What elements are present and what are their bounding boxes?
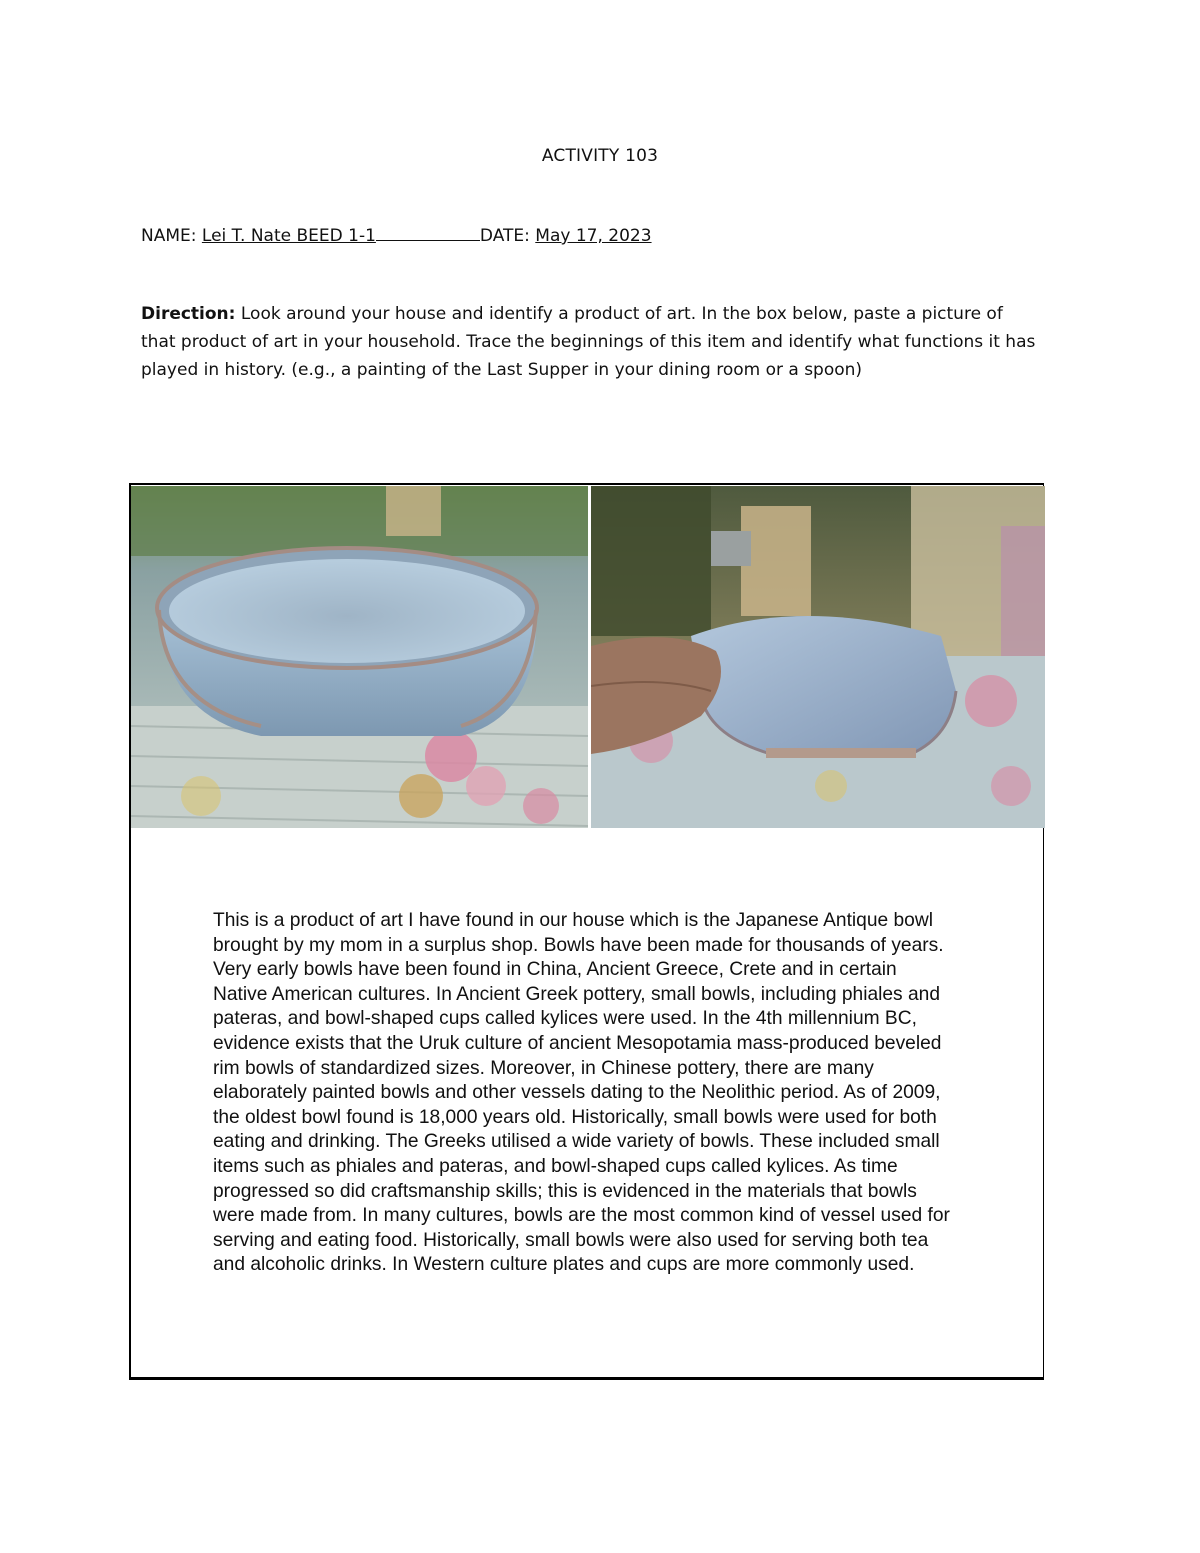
date-label: DATE: [479,226,530,246]
name-blank-line [376,226,480,241]
answer-text: This is a product of art I have found in our house which is the Japanese Antique bowl brought by my mom in a surplus shop. Bowls have been made for thousands of years. Very early bowls have been found in China, Ancient Greece, Crete and in certain Native American cultures. In Ancient Greek pottery, small bowls, including phiales and pateras, and bowl-shaped cups called kylices were used. In the 4th millennium BC, evidence exists that the Uruk culture of ancient Mesopotamia mass-produced beveled rim bowls of standardized sizes. Moreover, in Chinese pottery, there are many elaborately painted bowls and other vessels dating to the Neolithic period. As of 2009, the oldest bowl found is 18,000 years old. Historically, small bowls were used for both eating and drinking. The Greeks utilised a wide variety of bowls. These included small items such as phiales and pateras, and bowl-shaped cups called kylices. As time progressed so did craftsmanship skills; this is evidenced in the materials that bowls were made from. In many cultures, bowls are the most common kind of vessel used for serving and eating food. Historically, small bowls were also used for serving both tea and alcoholic drinks. In Western culture plates and cups are more commonly used. [213,910,950,1276]
direction-label: Direction: [141,304,236,324]
bowl-photo-held-in-hand [591,486,1045,828]
name-label: NAME: [141,226,197,246]
activity-title: ACTIVITY 103 [541,146,659,166]
name-value: Lei T. Nate BEED 1-1 [201,226,376,246]
name-date-line [141,226,652,246]
bowl-photo-side-view [131,486,588,828]
direction-text: Look around your house and identify a product of art. In the box below, paste a picture of that product of art in your household. Trace the beginnings of this item and identify what functions it has played in history. (e.g., a painting of the Last Supper in your dining room or a spoon) [141,304,1036,380]
date-value: May 17, 2023 [535,226,652,246]
answer-box [129,483,1044,1380]
direction-paragraph [141,300,1041,384]
